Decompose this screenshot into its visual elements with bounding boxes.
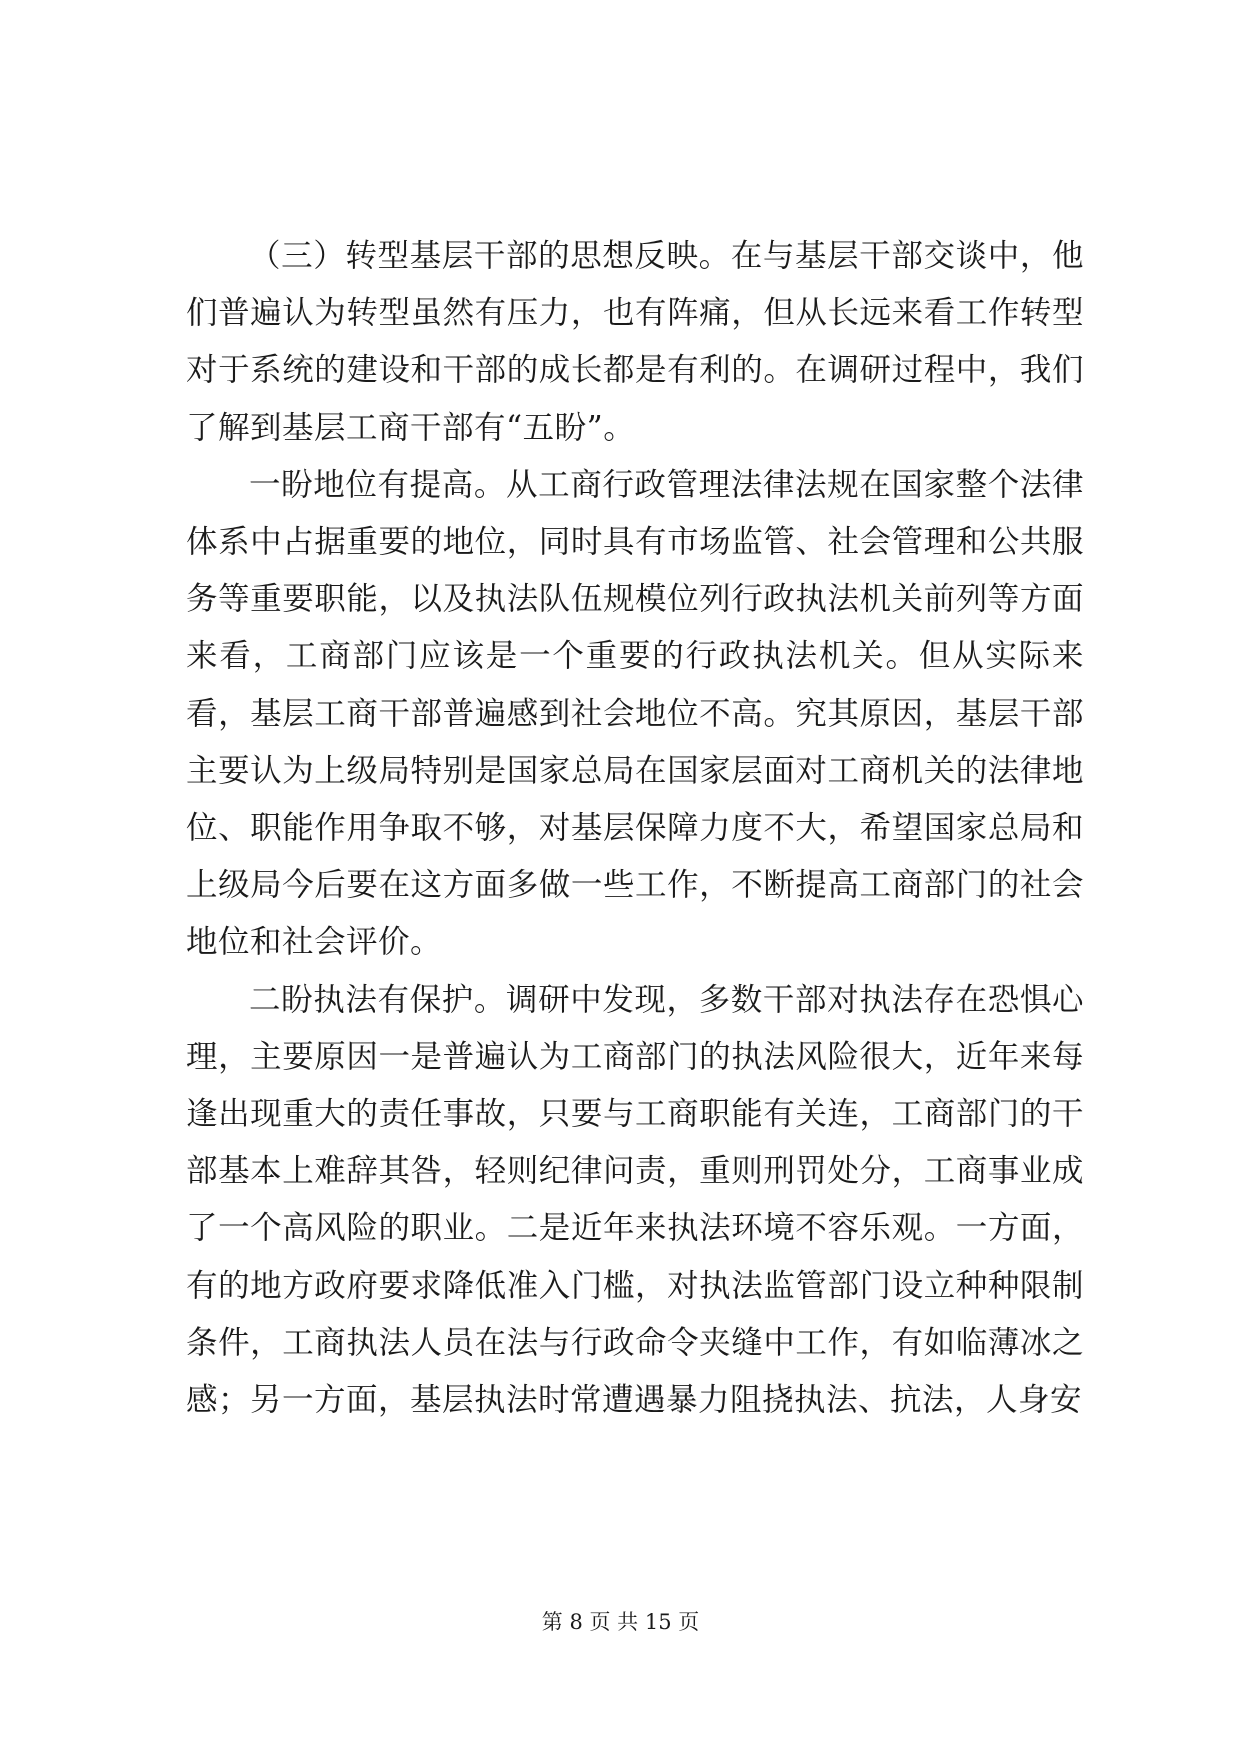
paragraph-first-hope: 一盼地位有提高。从工商行政管理法律法规在国家整个法律体系中占据重要的地位，同时具有市场监管、社会管理和公共服务等重要职能，以及执法队伍规模位列行政执法机关前列等方面来看，工商部门应该是一个重要的行政执法机关。但从实际来看，基层工商干部普遍感到社会地位不高。究其原因，基层干部主要认为上级局特别是国家总局在国家层面对工商机关的法律地位、职能作用争取不够，对基层保障力度不大，希望国家总局和上级局今后要在这方面多做一些工作，不断提高工商部门的社会地位和社会评价。 bbox=[186, 466, 1084, 961]
paragraph-second-hope: 二盼执法有保护。调研中发现，多数干部对执法存在恐惧心理，主要原因一是普遍认为工商部门的执法风险很大，近年来每逢出现重大的责任事故，只要与工商职能有关连，工商部门的干部基本上难辞其咎，轻则纪律问责，重则刑罚处分，工商事业成了一个高风险的职业。二是近年来执法环境不容乐观。一方面，有的地方政府要求降低准入门槛，对执法监管部门设立种种限制条件，工商执法人员在法与行政命令夹缝中工作，有如临薄冰之感；另一方面，基层执法时常遭遇暴力阻挠执法、抗法，人身安 bbox=[186, 981, 1084, 1419]
page-number-footer: 第 8 页 共 15 页 bbox=[541, 1610, 700, 1634]
paragraph-section-three-intro: （三）转型基层干部的思想反映。在与基层干部交谈中，他们普遍认为转型虽然有压力，也有阵痛，但从长远来看工作转型对于系统的建设和干部的成长都是有利的。在调研过程中，我们了解到基层工商干部有“五盼”。 bbox=[186, 238, 1084, 446]
document-body bbox=[186, 228, 1084, 1429]
